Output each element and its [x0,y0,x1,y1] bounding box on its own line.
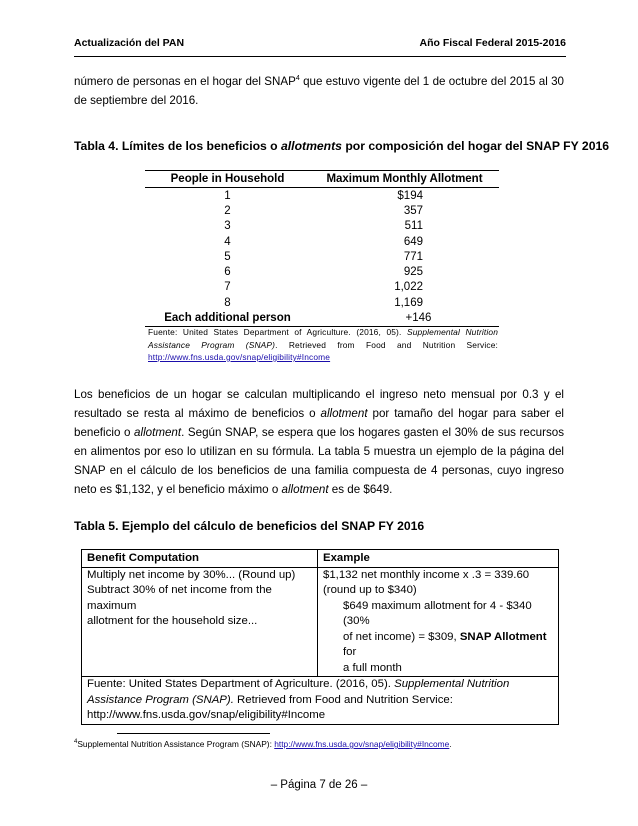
table-row: 7 1,022 [224,281,423,294]
header-rule [74,56,566,57]
table5-title: Tabla 5. Ejemplo del cálculo de beneficios del SNAP FY 2016 [74,519,425,533]
table4 [145,170,499,327]
table4-source-link[interactable]: http://www.fns.usda.gov/snap/eligibility#Income [148,352,331,362]
table4-source: Fuente: United States Department of Agriculture. (2016, 05). Supplemental Nutrition Assistance Program (SNAP). Retrieved from Food and Nutrition Service: http://www.fns.usda.gov/snap/eligibility#Income [148,327,499,362]
table4-header-row [145,171,499,188]
table-row: 5 771 [224,250,423,263]
table-row: 2 357 [224,204,423,217]
footnote-rule [117,733,270,734]
table5-computation-cell: Multiply net income by 30%... (Round up) Subtract 30% of net income from the maximum allotment for the household size... [82,567,318,677]
table-row [82,567,559,677]
table4-header-allotment: Maximum Monthly Allotment [310,171,499,188]
table5-source: Fuente: United States Department of Agriculture. (2016, 05). Supplemental Nutrition Assistance Program (SNAP). Retrieved from Food and Nutrition Service: http://www.fns.usda.gov/snap/eligibility#Income [82,677,559,725]
footnote: $^4$Supplemental Nutrition Assistance Program (SNAP): http://www.fns.usda.gov/snap/eligibility#Income. [74,739,452,749]
footnote-ref[interactable]: 4 [295,75,300,83]
footnote-link[interactable]: http://www.fns.usda.gov/snap/eligibility#Income [274,739,450,749]
header-left: Actualización del PAN [74,37,185,49]
intro-paragraph: número de personas en el hogar del SNAP$^4$ que estuvo vigente del 1 de octubre del 2015 al 30 de septiembre del 2016. [74,75,564,107]
table4-additional-row: Each additional person +146 [145,310,499,326]
body-paragraph: Los beneficios de un hogar se calculan multiplicando el ingreso neto mensual por 0.3 y el resultado se resta al máximo de beneficios o allotment por tamaño del hogar para saber el beneficio o allotment. Según SNAP, se espera que los hogares gasten el 30% de sus recursos en alimentos por eso lo utilizan en su fórmula. La tabla 5 muestra un ejemplo de la página del SNAP en el cálculo de los beneficios de una familia compuesta de 4 personas, cuyo ingreso neto es $1,132, y el beneficio máximo o allotment es de $649. [74,388,564,496]
table5-source-row [82,677,559,725]
table5-source-url: http://www.fns.usda.gov/snap/eligibility#Income [87,709,326,721]
header-right: Año Fiscal Federal 2015-2016 [419,37,566,49]
page-number: – Página 7 de 26 – [270,779,368,791]
table4-header-people: People in Household [145,171,310,188]
table-row: 4 649 [224,235,423,248]
table-row: 6 925 [224,266,423,279]
table5-example-cell: $1,132 net monthly income x .3 = 339.60 (round up to $340) $649 maximum allotment for 4 - $340 (30% of net income) = $309, SNAP Allotment for a full month [318,567,559,677]
table5-header-computation: Benefit Computation [82,550,318,568]
table5-header-row [82,550,559,568]
page-header [74,37,566,53]
table4-title: Tabla 4. Límites de los beneficios o allotments por composición del hogar del SNAP FY 2016 [74,139,610,153]
table5 [81,549,559,725]
table5-header-example: Example [318,550,559,568]
table-row: 3 511 [224,220,423,233]
table-row: 8 1,169 [224,296,423,309]
table-row: 1 $194 [224,189,423,202]
